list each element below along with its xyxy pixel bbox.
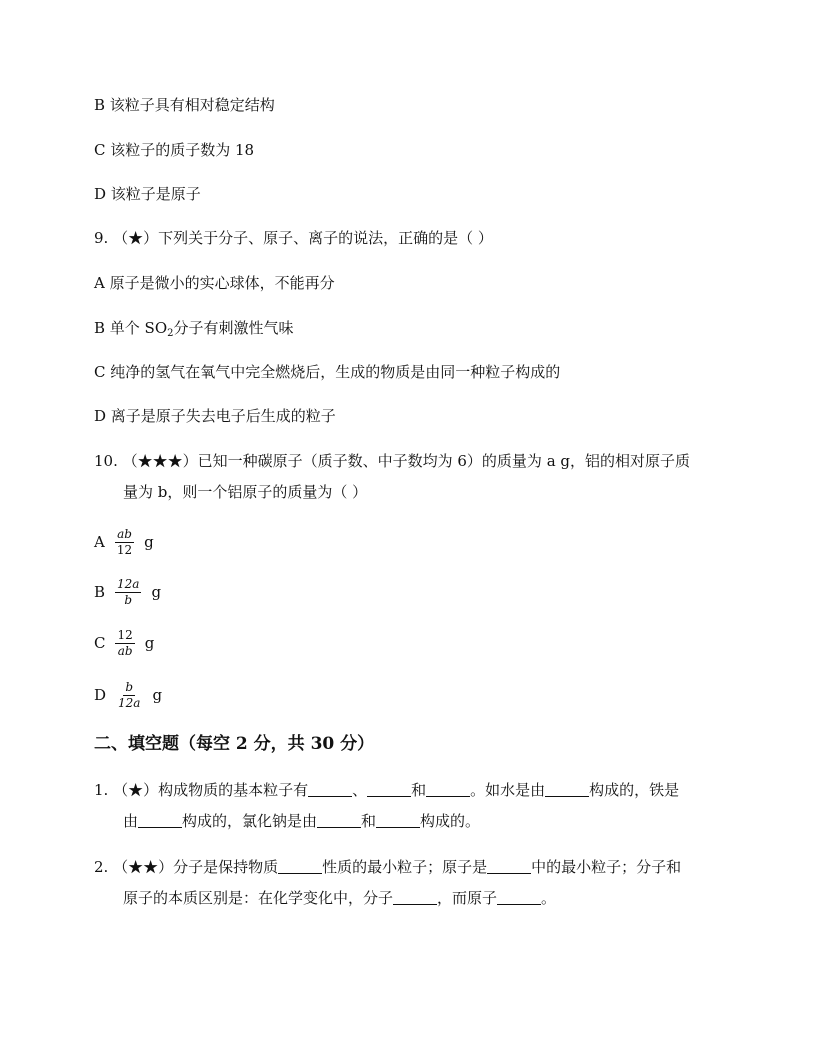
answer-blank[interactable]	[487, 872, 531, 874]
unit: g	[151, 583, 162, 601]
text-segment: 和	[361, 812, 377, 830]
q10-stem-line2: 量为 b，则一个铝原子的质量为（ ）	[123, 483, 368, 501]
text-segment: 中的最小粒子；分子和	[531, 858, 682, 876]
q10-option-d	[94, 677, 162, 713]
q10-option-c	[94, 625, 154, 661]
text-segment: 1. （★）构成物质的基本粒子有	[94, 781, 309, 799]
answer-blank[interactable]	[317, 826, 361, 828]
answer-blank[interactable]	[545, 795, 589, 797]
q9-option-b-prefix: B 单个 SO	[94, 319, 168, 337]
fill-question-2	[94, 852, 724, 914]
q9-option-b	[94, 318, 294, 344]
unit: g	[152, 686, 163, 704]
question-continuation	[94, 806, 724, 837]
fraction-denominator: 12a	[118, 695, 141, 710]
text-segment: 2. （★★）分子是保持物质	[94, 858, 279, 876]
answer-blank[interactable]	[278, 872, 322, 874]
section-heading-fill-in: 二、填空题（每空 2 分，共 30 分）	[94, 734, 375, 754]
option-label: B	[94, 583, 106, 601]
fraction-numerator: ab	[117, 526, 132, 541]
fraction-denominator: b	[124, 592, 133, 607]
q10-option-a	[94, 524, 154, 560]
text-segment: 和	[411, 781, 427, 799]
answer-blank[interactable]	[367, 795, 411, 797]
option-label: A	[94, 533, 105, 551]
q9-stem: 9. （★）下列关于分子、原子、离子的说法，正确的是（ ）	[94, 229, 493, 247]
fraction-denominator: 12	[116, 542, 133, 557]
q8-option-d: D 该粒子是原子	[94, 185, 201, 203]
fraction	[115, 528, 134, 557]
text-segment: 性质的最小粒子；原子是	[322, 858, 488, 876]
q8-option-b: B 该粒子具有相对稳定结构	[94, 96, 275, 114]
answer-blank[interactable]	[393, 903, 437, 905]
q10-option-b	[94, 574, 161, 610]
fill-question-1	[94, 775, 724, 837]
fraction-numerator: 12	[117, 627, 133, 642]
text-segment: 构成的。	[420, 812, 481, 830]
unit: g	[144, 634, 155, 652]
option-label: C	[94, 634, 106, 652]
text-segment: 。如水是由	[470, 781, 546, 799]
fraction	[115, 578, 141, 607]
text-segment: 由	[123, 812, 139, 830]
q10-stem-line1: 10. （★★★）已知一种碳原子（质子数、中子数均为 6）的质量为 a g，铝的相对原子质	[94, 452, 691, 470]
fraction-denominator: ab	[117, 643, 133, 658]
text-segment: 。	[541, 889, 557, 907]
answer-blank[interactable]	[308, 795, 352, 797]
q9-option-c: C 纯净的氢气在氧气中完全燃烧后，生成的物质是由同一种粒子构成的	[94, 363, 561, 381]
fraction-numerator: b	[125, 679, 134, 694]
option-label: D	[94, 686, 107, 704]
answer-blank[interactable]	[138, 826, 182, 828]
fraction	[116, 681, 142, 710]
q8-option-c: C 该粒子的质子数为 18	[94, 141, 255, 159]
q9-option-b-subscript: 2	[167, 328, 174, 339]
fraction	[115, 629, 134, 658]
unit: g	[144, 533, 154, 551]
q9-option-d: D 离子是原子失去电子后生成的粒子	[94, 407, 336, 425]
text-segment: 原子的本质区别是：在化学变化中，分子	[123, 889, 394, 907]
text-segment: ，而原子	[437, 889, 498, 907]
answer-blank[interactable]	[426, 795, 470, 797]
answer-blank[interactable]	[376, 826, 420, 828]
q9-option-a: A 原子是微小的实心球体，不能再分	[94, 274, 335, 292]
text-segment: 构成的，氯化钠是由	[182, 812, 318, 830]
question-continuation	[94, 883, 724, 914]
text-segment: 构成的，铁是	[589, 781, 680, 799]
answer-blank[interactable]	[497, 903, 541, 905]
text-segment: 、	[352, 781, 368, 799]
fraction-numerator: 12a	[117, 576, 140, 591]
q9-option-b-suffix: 分子有刺激性气味	[173, 319, 294, 337]
